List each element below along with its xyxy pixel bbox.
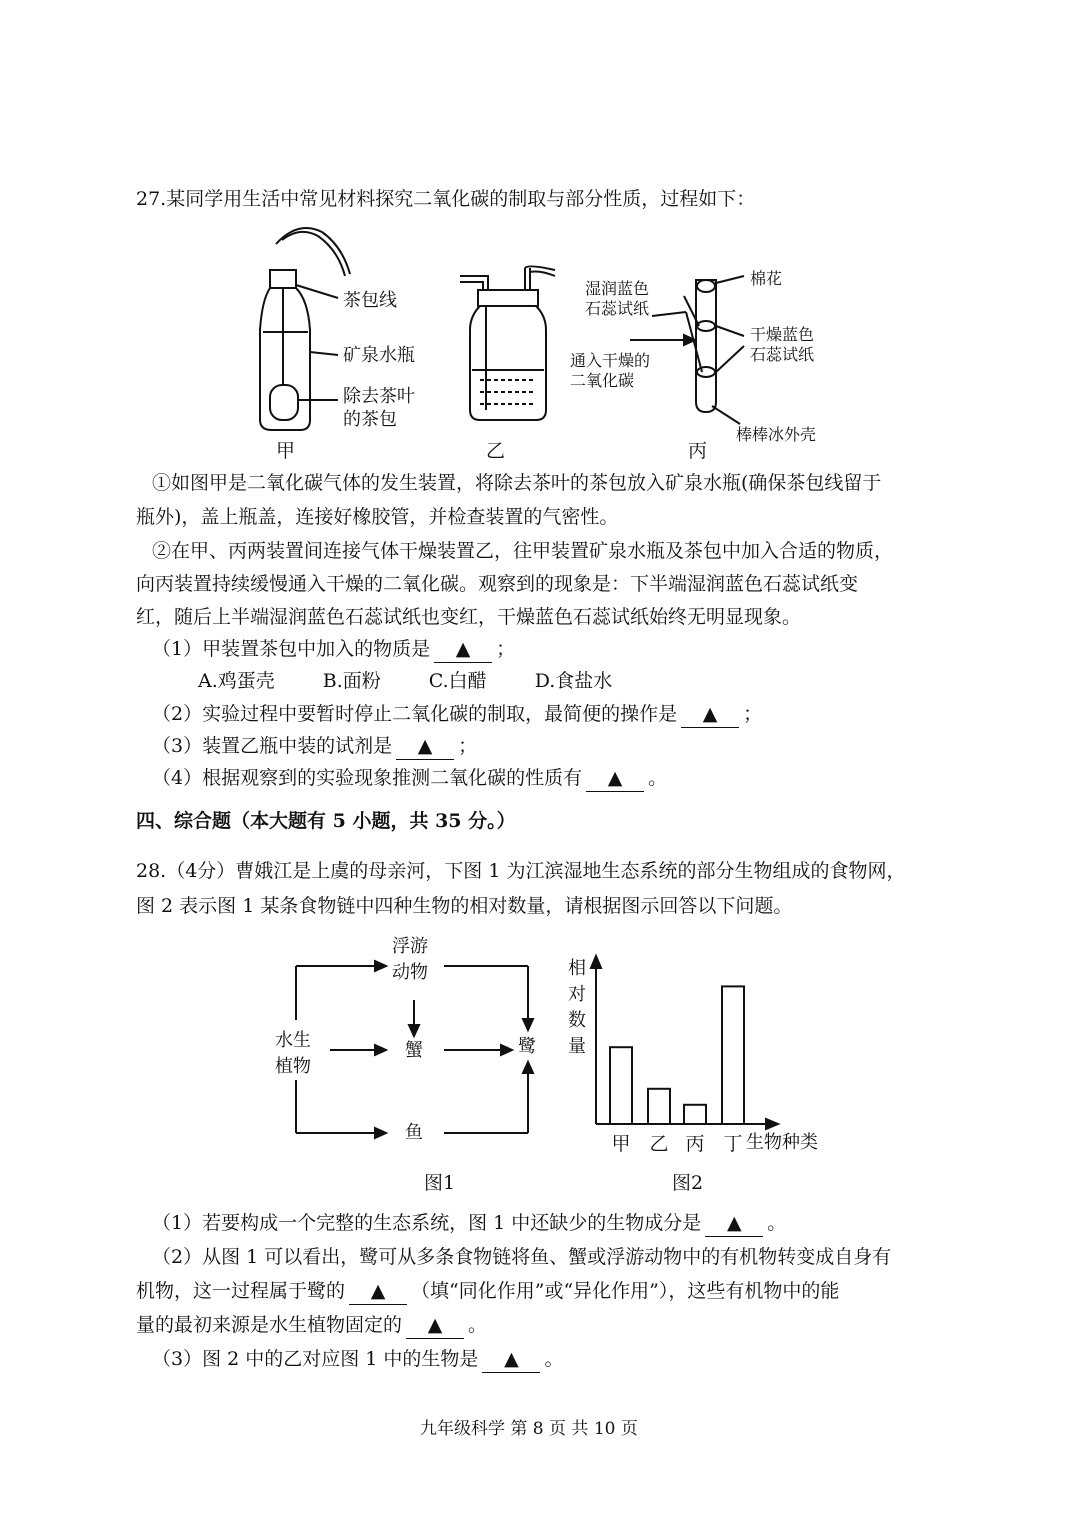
q27-step2-line2: 向丙装置持续缓慢通入干燥的二氧化碳。观察到的现象是：下半端湿润蓝色石蕊试纸变 <box>136 573 859 595</box>
q27-sub4-end: 。 <box>648 767 668 789</box>
q28-sub3-text: （3）图 2 中的乙对应图 1 中的生物是 <box>152 1348 479 1370</box>
caption-jia: 甲 <box>276 440 296 462</box>
q27-sub4-text: （4）根据观察到的实验现象推测二氧化碳的性质有 <box>152 767 583 789</box>
q27-sub2-end: ； <box>743 703 763 725</box>
q27-answer-blank-1[interactable]: ▲ <box>434 636 492 663</box>
caption-fig2: 图2 <box>672 1172 704 1194</box>
q28-sub2-line3-end: 。 <box>468 1314 488 1336</box>
q28-sub1 <box>152 1210 786 1237</box>
q28-sub2-line3 <box>136 1312 487 1339</box>
bar-category-label-4: 丁 <box>723 1133 743 1155</box>
apparatus-yi <box>460 266 555 420</box>
y-label-char-3: 数 <box>568 1010 586 1031</box>
q28-answer-blank-1[interactable]: ▲ <box>705 1210 763 1237</box>
label-teabag-2: 的茶包 <box>343 409 397 430</box>
q27-sub2-text: （2）实验过程中要暂时停止二氧化碳的制取，最简便的操作是 <box>152 703 678 725</box>
x-axis-label: 生物种类 <box>746 1132 818 1153</box>
page-footer: 九年级科学 第 8 页 共 10 页 <box>420 1419 638 1439</box>
q27-title: 27.某同学用生活中常见材料探究二氧化碳的制取与部分性质，过程如下： <box>136 188 756 210</box>
x-axis-arrow <box>766 1119 778 1129</box>
q27-sub1-end: ； <box>496 638 516 660</box>
bar-1 <box>610 1047 632 1124</box>
q28-sub1-text: （1）若要构成一个完整的生态系统，图 1 中还缺少的生物成分是 <box>152 1212 702 1234</box>
q28-answer-blank-3[interactable]: ▲ <box>406 1312 464 1339</box>
bar-category-label-3: 丙 <box>685 1133 705 1155</box>
y-label-char-4: 量 <box>568 1036 586 1057</box>
q28-sub2-line1: （2）从图 1 可以看出，鹭可从多条食物链将鱼、蟹或浮游动物中的有机物转变成自身有 <box>152 1246 892 1268</box>
option-c: C.白醋 <box>428 670 487 692</box>
caption-yi: 乙 <box>486 440 506 462</box>
label-wet-litmus-2: 石蕊试纸 <box>585 299 650 318</box>
q27-step1-line2: 瓶外)，盖上瓶盖，连接好橡胶管，并检查装置的气密性。 <box>136 506 619 528</box>
q28-sub2-line2-text: 机物，这一过程属于鹭的 <box>136 1280 346 1302</box>
q27-answer-blank-3[interactable]: ▲ <box>396 733 454 760</box>
option-a: A.鸡蛋壳 <box>198 670 275 692</box>
q27-step2-line1: ②在甲、丙两装置间连接气体干燥装置乙，往甲装置矿泉水瓶及茶包中加入合适的物质， <box>152 540 894 562</box>
q27-sub3 <box>152 733 477 760</box>
q28-sub2-line3-text: 量的最初来源是水生植物固定的 <box>136 1314 403 1336</box>
label-dry-litmus-1: 干燥蓝色 <box>750 325 815 344</box>
label-teabag-line: 茶包线 <box>343 290 397 311</box>
bar-3 <box>684 1105 706 1124</box>
q27-answer-blank-2[interactable]: ▲ <box>681 701 739 728</box>
node-plant-2: 植物 <box>275 1056 311 1077</box>
q27-sub3-text: （3）装置乙瓶中装的试剂是 <box>152 735 393 757</box>
q28-sub2-line2-end: （填“同化作用”或“异化作用”），这些有机物中的能 <box>411 1280 840 1302</box>
q27-options <box>198 668 660 694</box>
bar-category-label-2: 乙 <box>649 1133 669 1155</box>
q27-sub1 <box>152 636 515 663</box>
label-shell: 棒棒冰外壳 <box>736 425 817 444</box>
q28-answer-blank-4[interactable]: ▲ <box>482 1346 540 1373</box>
option-b: B.面粉 <box>322 670 381 692</box>
label-dry-litmus-2: 石蕊试纸 <box>750 345 815 364</box>
section-4-heading: 四、综合题（本大题有 5 小题，共 35 分。） <box>136 810 516 832</box>
caption-fig1: 图1 <box>424 1172 456 1194</box>
q27-step2-line3: 红，随后上半端湿润蓝色石蕊试纸也变红，干燥蓝色石蕊试纸始终无明显现象。 <box>136 606 802 628</box>
node-fish: 鱼 <box>405 1122 423 1143</box>
q28-sub3-end: 。 <box>544 1348 564 1370</box>
apparatus-jia <box>260 228 350 430</box>
q27-sub1-text: （1）甲装置茶包中加入的物质是 <box>152 638 431 660</box>
label-inlet-2: 二氧化碳 <box>570 371 635 390</box>
q27-sub3-end: ； <box>458 735 478 757</box>
q28-sub1-end: 。 <box>767 1212 787 1234</box>
node-egret: 鹭 <box>518 1036 536 1057</box>
q28-line1: 28.（4分）曹娥江是上虞的母亲河，下图 1 为江滨湿地生态系统的部分生物组成的食物网， <box>136 860 906 882</box>
label-teabag-1: 除去茶叶 <box>343 386 415 407</box>
label-wet-litmus-1: 湿润蓝色 <box>585 279 650 298</box>
node-plankton-1: 浮游 <box>392 936 428 957</box>
q27-sub2 <box>152 701 762 728</box>
label-cotton: 棉花 <box>750 269 783 288</box>
q27-answer-blank-4[interactable]: ▲ <box>586 765 644 792</box>
y-label-char-1: 相 <box>568 958 586 979</box>
y-axis-arrow <box>591 956 601 968</box>
label-inlet-1: 通入干燥的 <box>570 351 651 370</box>
bar-2 <box>648 1089 670 1124</box>
y-label-char-2: 对 <box>568 984 586 1005</box>
bar-4 <box>722 986 744 1124</box>
option-d: D.食盐水 <box>534 670 613 692</box>
node-plankton-2: 动物 <box>392 962 428 983</box>
q27-step1-line1: ①如图甲是二氧化碳气体的发生装置，将除去茶叶的茶包放入矿泉水瓶(确保茶包线留于 <box>152 472 882 494</box>
q28-sub3 <box>152 1346 563 1373</box>
caption-bing: 丙 <box>688 440 708 462</box>
q27-sub4 <box>152 765 667 792</box>
q28-line2: 图 2 表示图 1 某条食物链中四种生物的相对数量，请根据图示回答以下问题。 <box>136 895 793 917</box>
label-water-bottle: 矿泉水瓶 <box>343 345 415 366</box>
bar-category-label-1: 甲 <box>611 1133 631 1155</box>
q28-sub2-line2 <box>136 1278 839 1305</box>
node-crab: 蟹 <box>405 1040 423 1061</box>
node-plant-1: 水生 <box>275 1030 311 1051</box>
q28-answer-blank-2[interactable]: ▲ <box>349 1278 407 1305</box>
